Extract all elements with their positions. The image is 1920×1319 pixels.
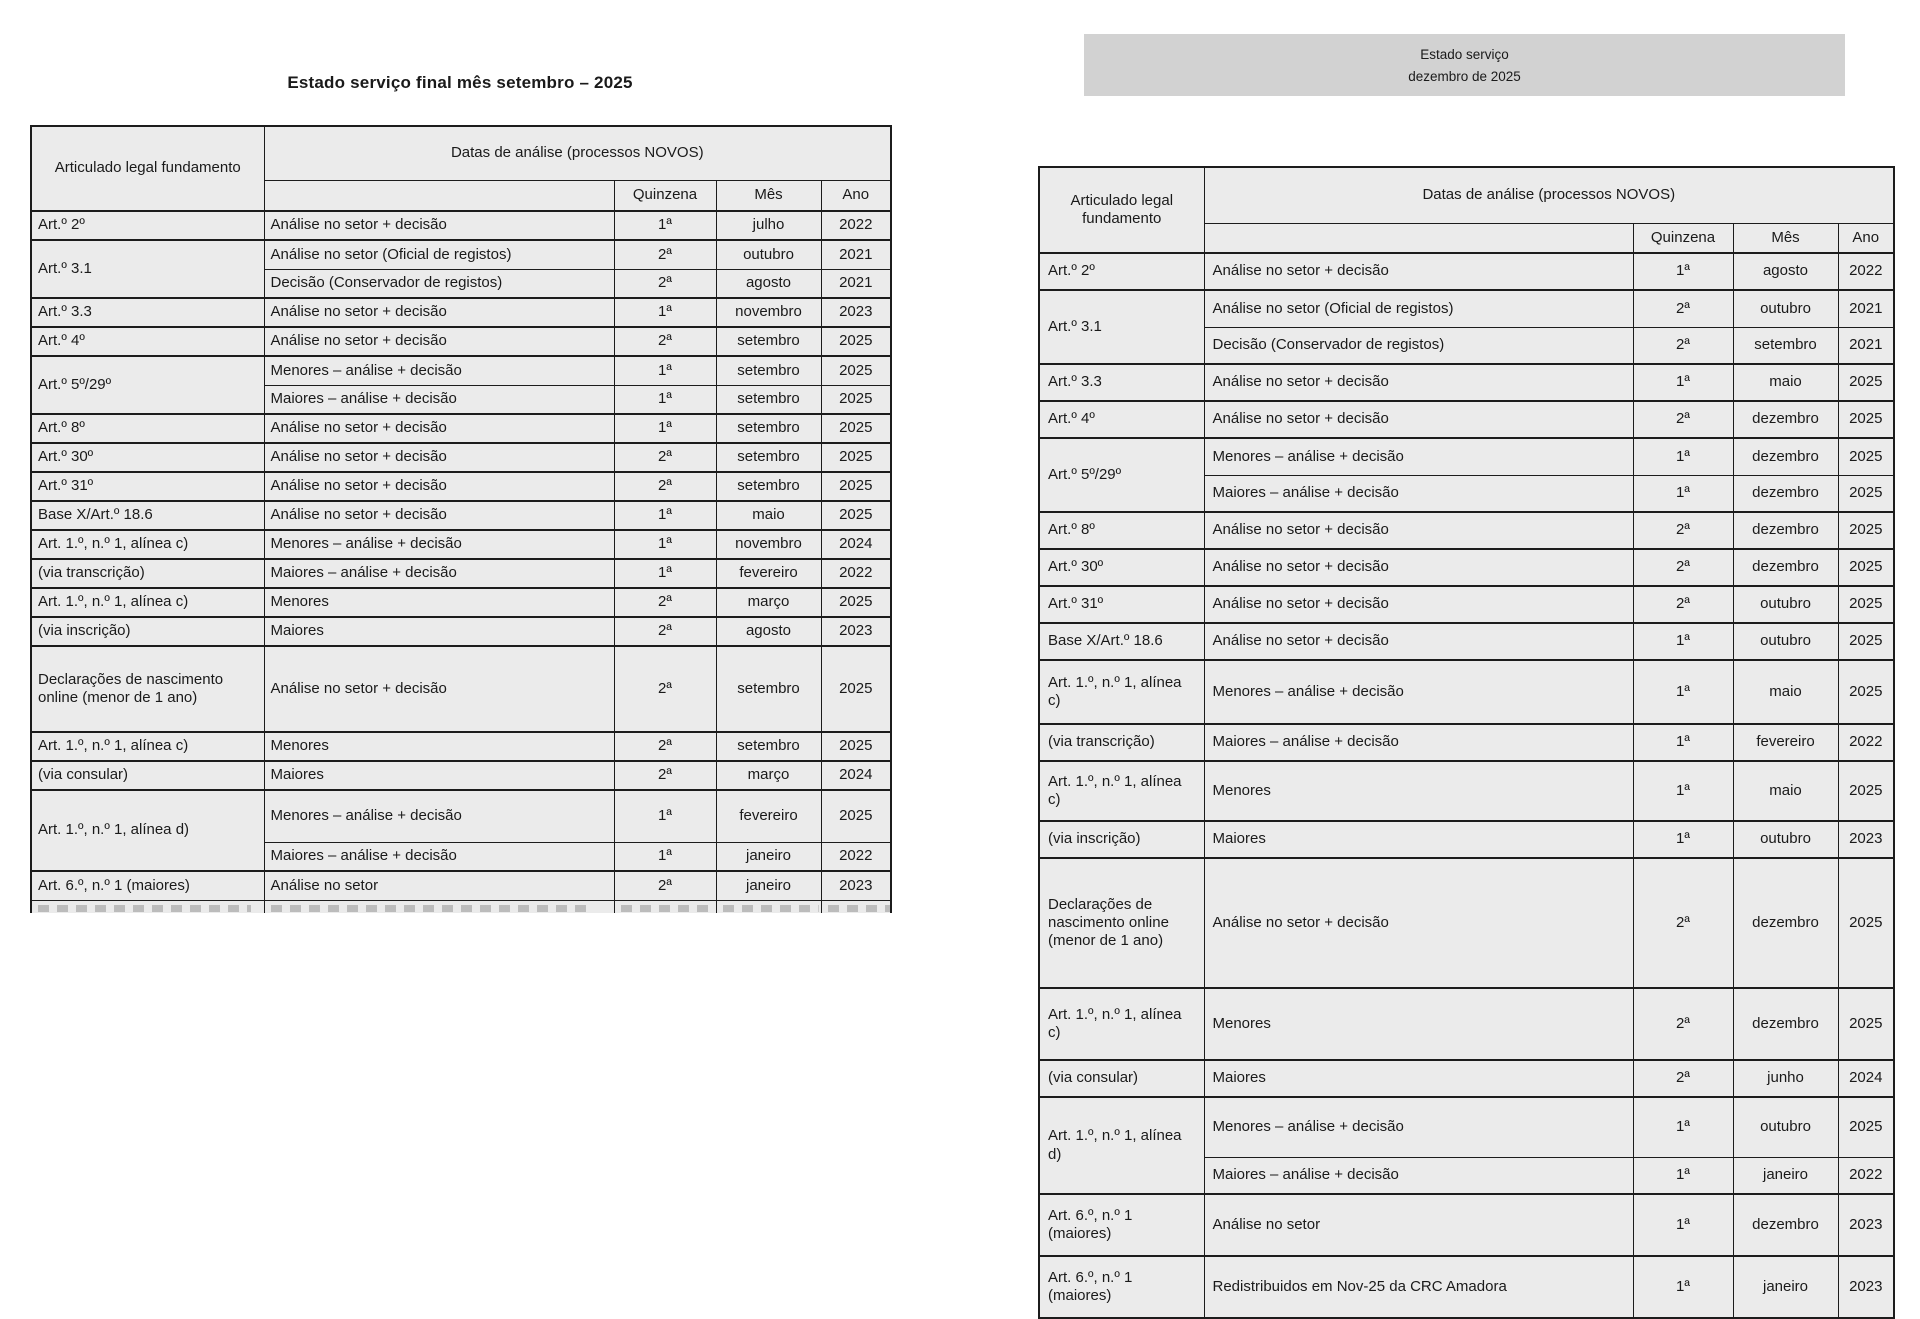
article-cell: Declarações de nascimento online (menor de 1 ano) [1039,858,1204,988]
article-cell: Art.º 5º/29º [31,356,264,414]
description-cell: Análise no setor + decisão [1204,858,1633,988]
month-cell: setembro [716,732,821,761]
quinzena-cell: 1ª [614,211,716,240]
description-cell: Menores – análise + decisão [264,530,614,559]
description-cell: Análise no setor [264,871,614,900]
quinzena-cell: 1ª [1633,253,1733,290]
year-cell: 2025 [821,385,891,414]
description-cell: Menores [264,588,614,617]
table-row [31,298,891,327]
table-row [31,732,891,761]
clipped-cell [31,900,264,913]
table-row [31,443,891,472]
quinzena-cell: 1ª [614,414,716,443]
article-cell: Art. 1.º, n.º 1, alínea c) [1039,761,1204,821]
month-cell: maio [716,501,821,530]
table-row [31,761,891,790]
month-cell: julho [716,211,821,240]
month-header-cell: Mês [1733,223,1838,253]
description-cell: Análise no setor + decisão [1204,549,1633,586]
month-cell: dezembro [1733,475,1838,512]
quinzena-cell: 1ª [1633,660,1733,724]
month-cell: março [716,761,821,790]
quinzena-cell: 2ª [1633,988,1733,1060]
quinzena-cell: 2ª [614,472,716,501]
table-row [31,588,891,617]
quinzena-cell: 1ª [1633,724,1733,761]
quinzena-cell: 2ª [1633,1060,1733,1097]
month-cell: novembro [716,530,821,559]
year-cell: 2025 [821,443,891,472]
quinzena-cell: 2ª [1633,858,1733,988]
month-cell: agosto [716,269,821,298]
month-cell: dezembro [1733,1194,1838,1256]
article-cell: (via consular) [31,761,264,790]
article-cell: Art.º 2º [31,211,264,240]
month-cell: setembro [716,472,821,501]
estado-servico-table-setembro [30,125,892,913]
month-cell: setembro [1733,327,1838,364]
article-cell: Art.º 3.1 [31,240,264,298]
quinzena-cell: 2ª [614,732,716,761]
year-cell: 2025 [821,790,891,842]
month-cell: novembro [716,298,821,327]
description-cell: Menores – análise + decisão [264,356,614,385]
year-cell: 2023 [821,298,891,327]
month-cell: dezembro [1733,401,1838,438]
article-header-cell: Articulado legal fundamento [31,126,264,211]
quinzena-cell: 1ª [1633,1256,1733,1318]
description-cell: Maiores [1204,1060,1633,1097]
table-row [31,240,891,269]
table-row [1039,438,1894,475]
quinzena-cell: 2ª [614,871,716,900]
month-cell: outubro [1733,623,1838,660]
table-row [1039,401,1894,438]
dates-group-header-cell: Datas de análise (processos NOVOS) [264,126,891,180]
year-cell: 2021 [821,240,891,269]
article-cell: Art.º 30º [1039,549,1204,586]
description-cell: Análise no setor + decisão [1204,586,1633,623]
article-cell: Base X/Art.º 18.6 [1039,623,1204,660]
month-cell: setembro [716,443,821,472]
quinzena-cell: 1ª [614,842,716,871]
quinzena-cell: 1ª [1633,761,1733,821]
estado-servico-table-dezembro [1038,166,1895,1319]
description-cell: Análise no setor + decisão [264,211,614,240]
description-cell: Decisão (Conservador de registos) [264,269,614,298]
month-cell: outubro [1733,821,1838,858]
table-row [1039,1097,1894,1157]
description-cell: Maiores – análise + decisão [264,842,614,871]
quinzena-cell: 1ª [1633,623,1733,660]
quinzena-cell: 2ª [614,443,716,472]
year-cell: 2022 [821,842,891,871]
table-row [31,327,891,356]
year-cell: 2025 [1838,660,1894,724]
table-row [1039,1060,1894,1097]
article-cell: Art. 6.º, n.º 1 (maiores) [1039,1194,1204,1256]
month-cell: agosto [716,617,821,646]
year-cell: 2021 [821,269,891,298]
article-cell: Art. 1.º, n.º 1, alínea c) [31,732,264,761]
article-cell: Art.º 3.3 [1039,364,1204,401]
table-row [31,617,891,646]
article-header-cell: Articulado legal fundamento [1039,167,1204,253]
quinzena-cell: 2ª [614,588,716,617]
description-cell: Maiores [264,761,614,790]
description-cell: Análise no setor + decisão [264,298,614,327]
year-cell: 2025 [1838,761,1894,821]
year-cell: 2022 [821,559,891,588]
empty-header-cell [264,180,614,211]
article-cell: Art.º 8º [31,414,264,443]
year-cell: 2025 [1838,475,1894,512]
quinzena-cell: 1ª [614,356,716,385]
quinzena-cell: 1ª [614,385,716,414]
article-cell: (via transcrição) [31,559,264,588]
month-header-cell: Mês [716,180,821,211]
month-cell: março [716,588,821,617]
clipped-partial-row [31,900,891,913]
description-cell: Maiores – análise + decisão [1204,724,1633,761]
month-cell: setembro [716,327,821,356]
quinzena-cell: 1ª [1633,438,1733,475]
table-row [1039,1194,1894,1256]
month-cell: maio [1733,761,1838,821]
table-row [31,559,891,588]
description-cell: Menores – análise + decisão [1204,438,1633,475]
year-cell: 2024 [1838,1060,1894,1097]
description-cell: Maiores – análise + decisão [264,559,614,588]
article-cell: Art. 1.º, n.º 1, alínea c) [1039,660,1204,724]
article-cell: Art. 1.º, n.º 1, alínea c) [31,530,264,559]
month-cell: agosto [1733,253,1838,290]
article-cell: Art.º 30º [31,443,264,472]
article-cell: Art. 1.º, n.º 1, alínea d) [1039,1097,1204,1194]
month-cell: dezembro [1733,988,1838,1060]
table-row [31,211,891,240]
clipped-cell [716,900,821,913]
description-cell: Análise no setor [1204,1194,1633,1256]
table-row [1039,761,1894,821]
year-cell: 2025 [1838,549,1894,586]
article-cell: Art.º 4º [31,327,264,356]
description-cell: Análise no setor (Oficial de registos) [264,240,614,269]
year-cell: 2025 [1838,858,1894,988]
description-cell: Análise no setor + decisão [264,414,614,443]
table-row [31,871,891,900]
quinzena-cell: 2ª [614,761,716,790]
quinzena-cell: 2ª [1633,327,1733,364]
table-row [1039,724,1894,761]
article-cell: Art.º 3.1 [1039,290,1204,364]
quinzena-cell: 2ª [1633,290,1733,327]
table-row [1039,1256,1894,1318]
article-cell: Art.º 31º [31,472,264,501]
quinzena-cell: 1ª [1633,1097,1733,1157]
quinzena-cell: 1ª [1633,821,1733,858]
year-cell: 2025 [821,327,891,356]
month-cell: janeiro [716,842,821,871]
article-cell: Art. 1.º, n.º 1, alínea c) [1039,988,1204,1060]
status-band [1084,34,1845,96]
month-cell: outubro [716,240,821,269]
table-row [31,790,891,842]
table-row [1039,549,1894,586]
table-header-row [1039,167,1894,223]
left-table-body [31,211,891,913]
table-row [1039,512,1894,549]
year-cell: 2025 [821,732,891,761]
description-cell: Menores – análise + decisão [1204,1097,1633,1157]
year-cell: 2022 [1838,253,1894,290]
clipped-cell [614,900,716,913]
year-header-cell: Ano [1838,223,1894,253]
month-cell: janeiro [1733,1256,1838,1318]
year-cell: 2024 [821,530,891,559]
description-cell: Análise no setor + decisão [264,501,614,530]
year-header-cell: Ano [821,180,891,211]
table-row [1039,623,1894,660]
year-cell: 2023 [821,617,891,646]
year-cell: 2025 [1838,988,1894,1060]
year-cell: 2025 [821,588,891,617]
year-cell: 2025 [821,356,891,385]
month-cell: outubro [1733,1097,1838,1157]
description-cell: Redistribuidos em Nov-25 da CRC Amadora [1204,1256,1633,1318]
quinzena-cell: 1ª [614,790,716,842]
band-line-1: Estado serviço [1420,46,1509,62]
quinzena-header-cell: Quinzena [1633,223,1733,253]
table-row [1039,821,1894,858]
table-row [1039,858,1894,988]
quinzena-cell: 2ª [1633,586,1733,623]
quinzena-cell: 1ª [614,501,716,530]
description-cell: Menores – análise + decisão [264,790,614,842]
article-cell: Art.º 8º [1039,512,1204,549]
clipped-cell [821,900,891,913]
dates-group-header-cell: Datas de análise (processos NOVOS) [1204,167,1894,223]
article-cell: Art.º 3.3 [31,298,264,327]
quinzena-cell: 1ª [1633,1194,1733,1256]
quinzena-cell: 2ª [1633,512,1733,549]
table-row [1039,988,1894,1060]
quinzena-cell: 1ª [1633,1157,1733,1194]
year-cell: 2025 [1838,1097,1894,1157]
description-cell: Análise no setor + decisão [1204,512,1633,549]
table-row [1039,364,1894,401]
year-cell: 2022 [821,211,891,240]
year-cell: 2025 [821,414,891,443]
quinzena-cell: 1ª [614,559,716,588]
month-cell: janeiro [716,871,821,900]
table-row [1039,253,1894,290]
year-cell: 2024 [821,761,891,790]
quinzena-cell: 1ª [614,530,716,559]
month-cell: setembro [716,414,821,443]
table-row [31,646,891,732]
description-cell: Menores – análise + decisão [1204,660,1633,724]
description-cell: Análise no setor + decisão [264,646,614,732]
description-cell: Análise no setor + decisão [1204,253,1633,290]
description-cell: Menores [1204,988,1633,1060]
month-cell: janeiro [1733,1157,1838,1194]
article-cell: Art. 1.º, n.º 1, alínea d) [31,790,264,871]
table-row [31,414,891,443]
year-cell: 2025 [821,472,891,501]
year-cell: 2021 [1838,290,1894,327]
month-cell: setembro [716,646,821,732]
description-cell: Análise no setor + decisão [1204,364,1633,401]
year-cell: 2021 [1838,327,1894,364]
description-cell: Maiores – análise + decisão [264,385,614,414]
empty-header-cell [1204,223,1633,253]
year-cell: 2025 [1838,623,1894,660]
description-cell: Decisão (Conservador de registos) [1204,327,1633,364]
year-cell: 2025 [821,501,891,530]
article-cell: Base X/Art.º 18.6 [31,501,264,530]
description-cell: Menores [264,732,614,761]
table-row [1039,660,1894,724]
year-cell: 2022 [1838,724,1894,761]
quinzena-cell: 2ª [614,327,716,356]
article-cell: Art. 6.º, n.º 1 (maiores) [31,871,264,900]
month-cell: dezembro [1733,549,1838,586]
month-cell: fevereiro [716,790,821,842]
quinzena-cell: 2ª [614,646,716,732]
description-cell: Maiores – análise + decisão [1204,1157,1633,1194]
quinzena-cell: 2ª [614,269,716,298]
year-cell: 2025 [821,646,891,732]
article-cell: Art.º 2º [1039,253,1204,290]
quinzena-cell: 1ª [614,298,716,327]
quinzena-header-cell: Quinzena [614,180,716,211]
month-cell: maio [1733,364,1838,401]
article-cell: Art. 6.º, n.º 1 (maiores) [1039,1256,1204,1318]
band-line-2: dezembro de 2025 [1408,68,1521,84]
quinzena-cell: 2ª [1633,549,1733,586]
year-cell: 2025 [1838,586,1894,623]
month-cell: dezembro [1733,858,1838,988]
table-row [1039,586,1894,623]
description-cell: Maiores – análise + decisão [1204,475,1633,512]
article-cell: Art. 1.º, n.º 1, alínea c) [31,588,264,617]
year-cell: 2025 [1838,401,1894,438]
year-cell: 2023 [821,871,891,900]
month-cell: setembro [716,356,821,385]
description-cell: Menores [1204,761,1633,821]
year-cell: 2023 [1838,821,1894,858]
article-cell: (via inscrição) [1039,821,1204,858]
clipped-cell [264,900,614,913]
description-cell: Análise no setor + decisão [264,327,614,356]
month-cell: junho [1733,1060,1838,1097]
month-cell: outubro [1733,290,1838,327]
table-row [1039,290,1894,327]
year-cell: 2023 [1838,1194,1894,1256]
table-row [31,501,891,530]
article-cell: Art.º 5º/29º [1039,438,1204,512]
month-cell: outubro [1733,586,1838,623]
description-cell: Análise no setor + decisão [1204,623,1633,660]
year-cell: 2022 [1838,1157,1894,1194]
quinzena-cell: 2ª [1633,401,1733,438]
description-cell: Maiores [1204,821,1633,858]
description-cell: Análise no setor (Oficial de registos) [1204,290,1633,327]
month-cell: maio [1733,660,1838,724]
year-cell: 2025 [1838,438,1894,475]
month-cell: dezembro [1733,512,1838,549]
quinzena-cell: 2ª [614,617,716,646]
quinzena-cell: 1ª [1633,475,1733,512]
description-cell: Análise no setor + decisão [1204,401,1633,438]
article-cell: Art.º 4º [1039,401,1204,438]
month-cell: fevereiro [716,559,821,588]
year-cell: 2025 [1838,364,1894,401]
table-row [31,472,891,501]
month-cell: dezembro [1733,438,1838,475]
description-cell: Análise no setor + decisão [264,472,614,501]
article-cell: (via consular) [1039,1060,1204,1097]
year-cell: 2023 [1838,1256,1894,1318]
month-cell: setembro [716,385,821,414]
table-header-row [31,126,891,180]
article-cell: (via transcrição) [1039,724,1204,761]
table-row [31,530,891,559]
table-row [31,356,891,385]
year-cell: 2025 [1838,512,1894,549]
description-cell: Maiores [264,617,614,646]
quinzena-cell: 2ª [614,240,716,269]
left-page-title: Estado serviço final mês setembro – 2025 [287,73,633,92]
description-cell: Análise no setor + decisão [264,443,614,472]
quinzena-cell: 1ª [1633,364,1733,401]
article-cell: Art.º 31º [1039,586,1204,623]
article-cell: (via inscrição) [31,617,264,646]
article-cell: Declarações de nascimento online (menor de 1 ano) [31,646,264,732]
month-cell: fevereiro [1733,724,1838,761]
right-table-body [1039,253,1894,1318]
